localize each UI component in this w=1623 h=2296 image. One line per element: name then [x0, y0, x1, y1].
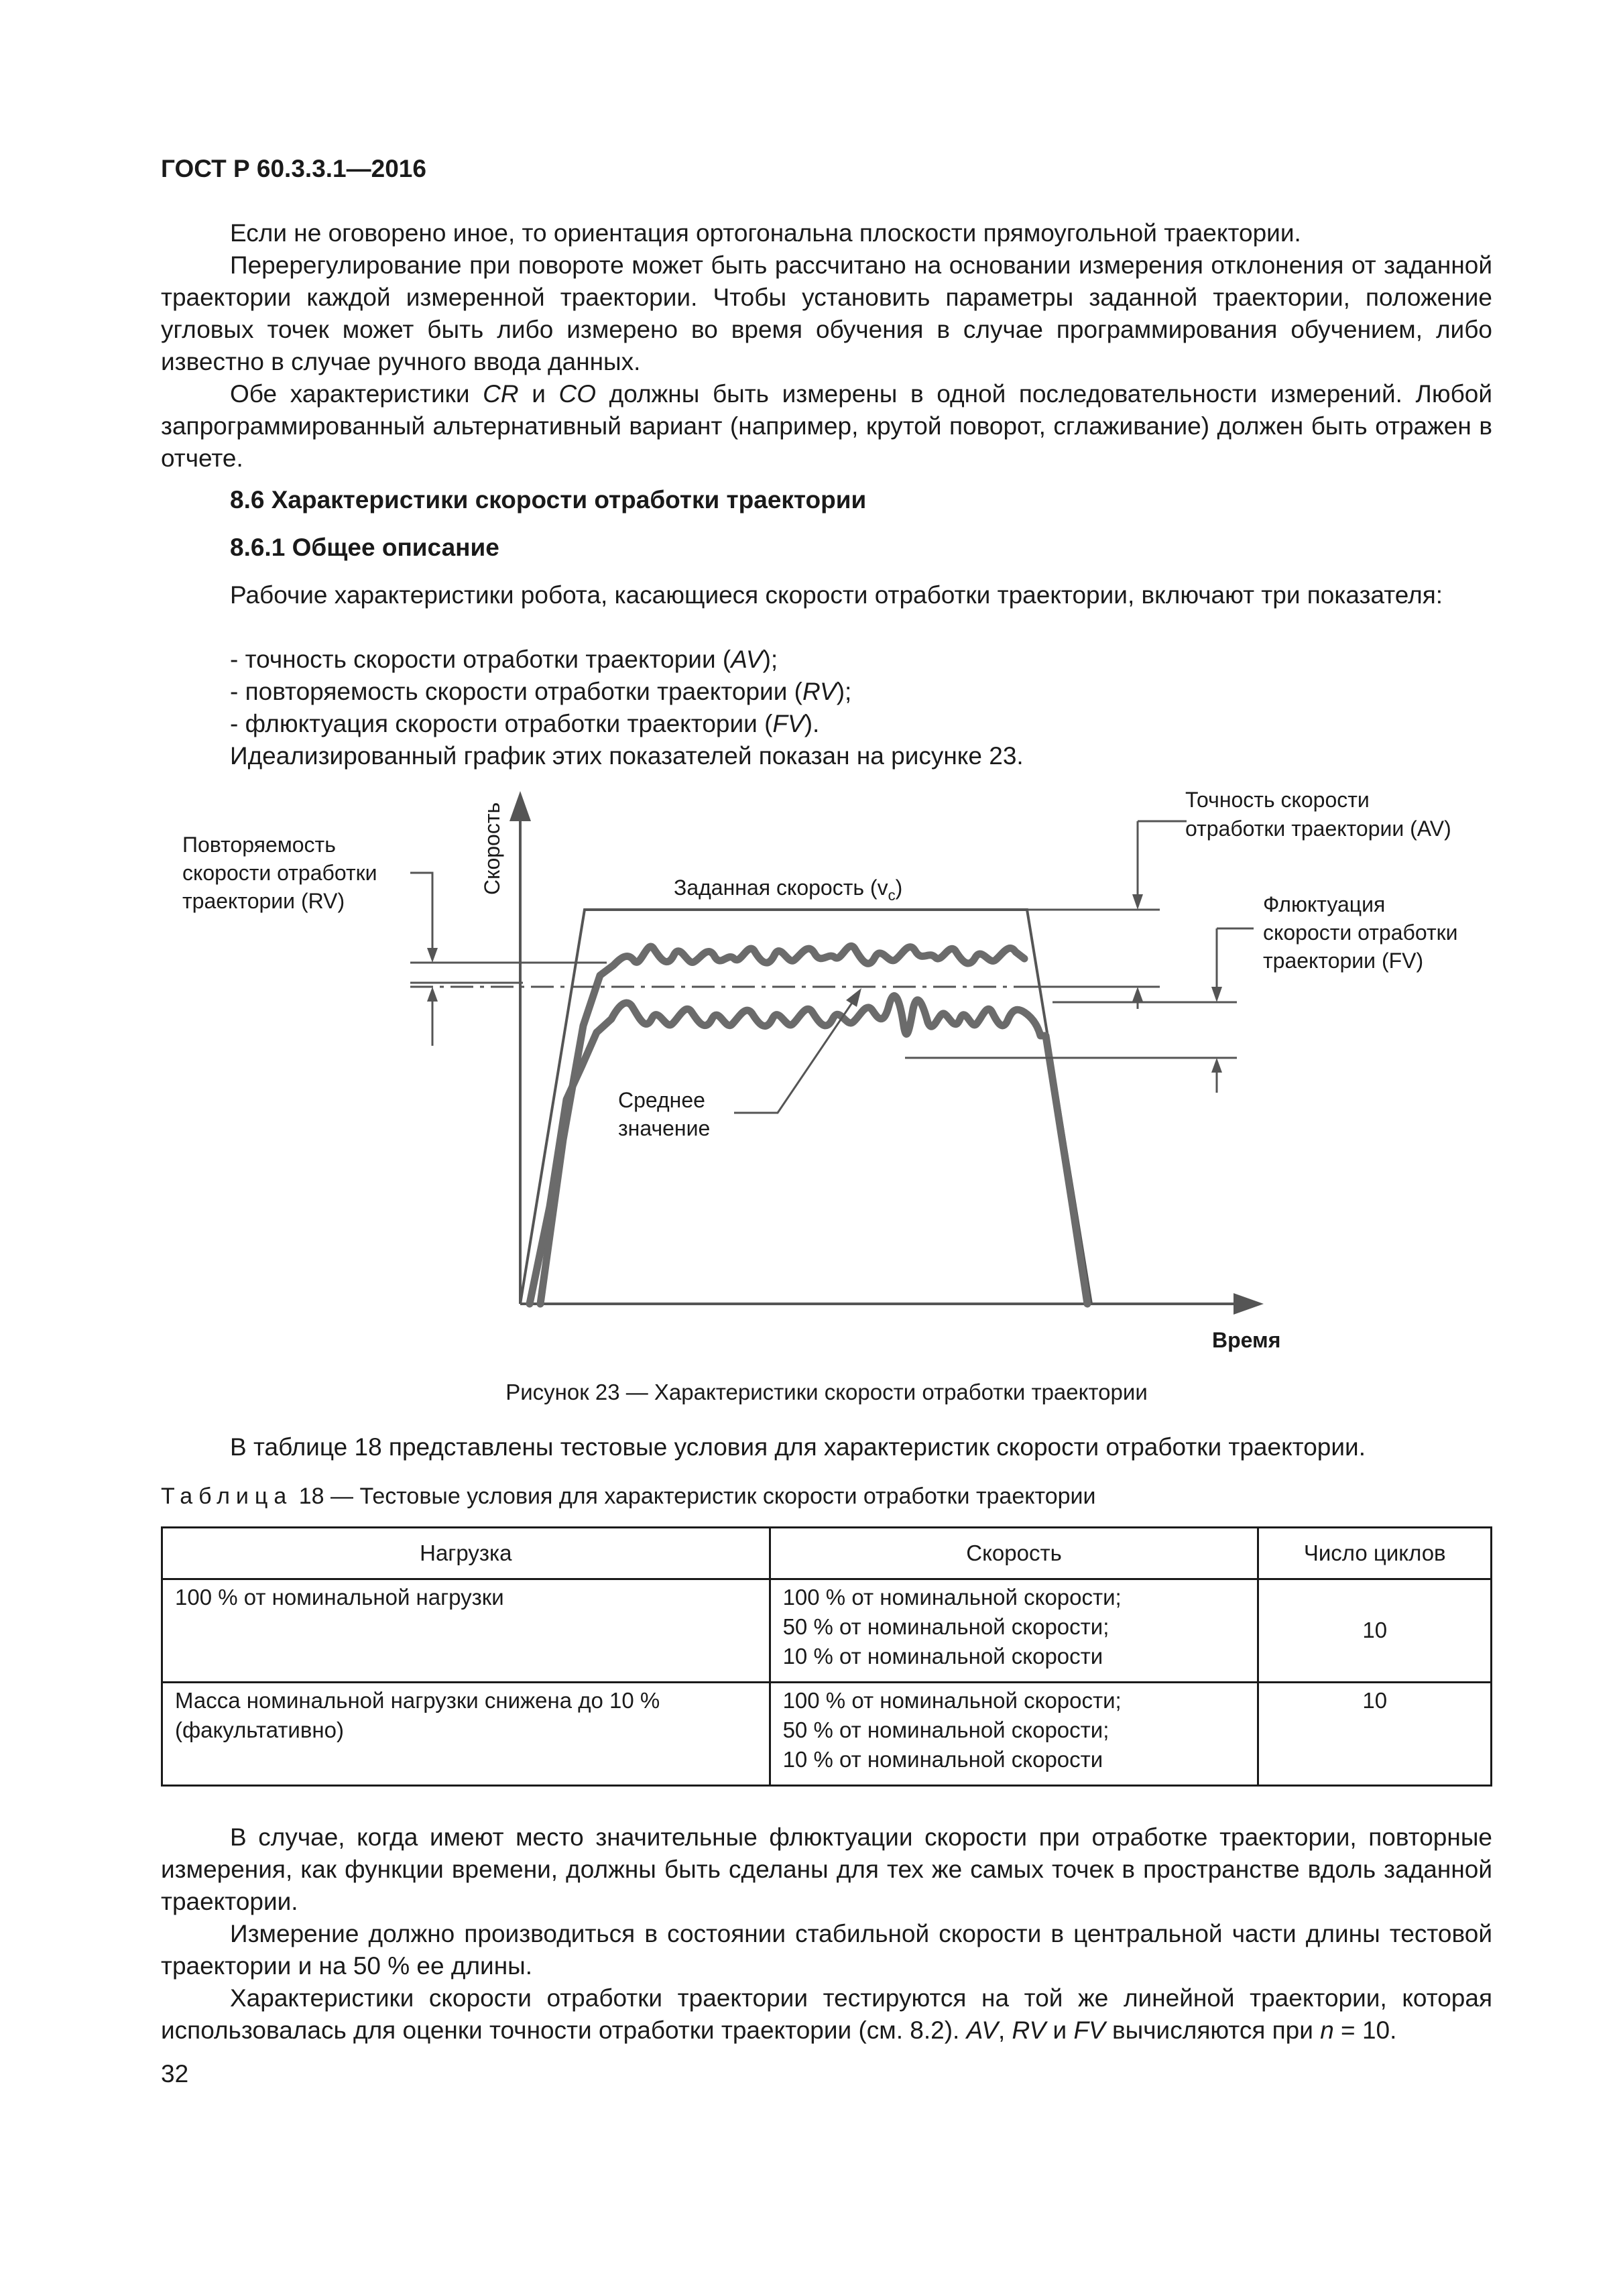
av-label — [1185, 788, 1451, 841]
mean-label-line: значение — [618, 1116, 711, 1140]
table-18 — [161, 1526, 1492, 1787]
rv-arrow-lower-icon — [427, 987, 438, 1002]
table-caption-word: Таблица — [161, 1484, 293, 1509]
cell-load: 100 % от номинальной нагрузки — [162, 1579, 770, 1683]
rv-label-line: траектории (RV) — [182, 889, 345, 913]
paragraph-overshoot: Перерегулирование при повороте может быть рассчитано на основании измерения отклонения от заданной траектории каждой измеренной траектории. Чтобы установить параметры заданной траектории, положение угловых точек может быть либо измерено во время обучения в случае программирования обучением, либо известно в случае ручного ввода данных. — [161, 251, 1492, 375]
item-abbr: AV — [731, 646, 763, 673]
rv-label-line: Повторяемость — [182, 833, 336, 857]
abbr-rv: RV — [1012, 2016, 1046, 2044]
table-header-row — [162, 1528, 1492, 1579]
av-arrow-upper-icon — [1132, 894, 1143, 910]
item-abbr: FV — [772, 710, 804, 737]
text-run: и — [518, 380, 559, 408]
paragraph-test-path — [161, 1982, 1492, 2047]
text-run: вычисляются при — [1105, 2016, 1321, 2044]
fv-label-line: Флюктуация — [1263, 892, 1386, 916]
cell-cycles: 10 — [1258, 1579, 1492, 1683]
abbr-cr: CR — [483, 380, 519, 408]
item-text: - повторяемость скорости отработки траектории ( — [230, 678, 802, 705]
commanded-speed-end: ) — [895, 875, 903, 900]
fv-arrow-lower-icon — [1211, 1058, 1222, 1073]
cell-speed — [770, 1683, 1258, 1786]
mean-label-line: Среднее — [618, 1088, 705, 1112]
commanded-speed-text: Заданная скорость (v — [674, 875, 888, 900]
item-end: ); — [836, 678, 852, 705]
rv-arrow-upper-icon — [427, 948, 438, 963]
fv-label — [1263, 892, 1463, 973]
rv-leader — [410, 873, 432, 898]
actual-speed-curve-upper — [540, 946, 1024, 1304]
text-run: должны быть измерены в одной последовательности измерений. Любой запрограммированный альтернативный вариант (например, крутой поворот, сглаживание) должен быть отражен в отчете. — [161, 380, 1493, 472]
paragraph-table-intro: В таблице 18 представлены тестовые условия для характеристик скорости отработки траектории. — [230, 1433, 1366, 1461]
fv-label-line: траектории (FV) — [1263, 949, 1424, 973]
rv-label — [182, 833, 383, 913]
list-item-av — [230, 644, 1024, 676]
table-row — [162, 1579, 1492, 1683]
table-caption-text: 18 — Тестовые условия для характеристик скорости отработки траектории — [298, 1484, 1096, 1509]
paragraph-stable-speed: Измерение должно производиться в состоянии стабильной скорости в центральной части длины тестовой траектории и на 50 % ее длины. — [161, 1920, 1492, 1980]
page-number: 32 — [161, 2060, 189, 2088]
figure-reference: Идеализированный график этих показателей показан на рисунке 23. — [230, 742, 1024, 770]
section-title: 8.6 Характеристики скорости отработки траектории — [230, 486, 867, 513]
paragraph-repeat-measurements: В случае, когда имеют место значительные флюктуации скорости при отработке траектории, повторные измерения, как функции времени, должны быть сделаны для тех же самых точек в пространстве вдоль заданной траектории. — [161, 1823, 1492, 1915]
figure-23 — [0, 771, 1623, 1361]
text-run: и — [1046, 2016, 1074, 2044]
speed-line: 50 % от номинальной скорости; — [782, 1614, 1109, 1639]
table-caption — [161, 1482, 1096, 1511]
text-run: Обе характеристики — [230, 380, 483, 408]
paragraph-orientation: Если не оговорено иное, то ориентация ортогональна плоскости прямоугольной траектории. — [230, 219, 1301, 247]
column-header-speed: Скорость — [770, 1528, 1258, 1579]
item-end: ); — [762, 646, 778, 673]
cell-load: Масса номинальной нагрузки снижена до 10 % (факультативно) — [162, 1683, 770, 1786]
figure-caption: Рисунок 23 — Характеристики скорости отработки траектории — [505, 1380, 1148, 1404]
item-text: - точность скорости отработки траектории ( — [230, 646, 731, 673]
paragraph-intro: Рабочие характеристики робота, касающиеся скорости отработки траектории, включают три показателя: — [230, 581, 1443, 609]
speed-line: 10 % от номинальной скорости — [782, 1644, 1103, 1669]
speed-line: 10 % от номинальной скорости — [782, 1747, 1103, 1772]
fv-label-line: скорости отработки — [1263, 920, 1458, 945]
text-run: Характеристики скорости отработки траектории тестируются на той же линейной траектории, которая использовалась для оценки точности отработки траектории (см. 8.2). — [161, 1984, 1492, 2044]
item-text: - флюктуация скорости отработки траектории ( — [230, 710, 773, 737]
y-axis-label: Скорость — [480, 802, 504, 895]
av-arrow-lower-icon — [1132, 987, 1143, 1002]
rv-label-line: скорости отработки — [182, 861, 377, 885]
text-run: , — [998, 2016, 1012, 2044]
item-end: ). — [804, 710, 820, 737]
list-item-fv — [230, 708, 1024, 740]
mean-label — [618, 1088, 711, 1140]
speed-line: 50 % от номинальной скорости; — [782, 1717, 1109, 1742]
cell-speed — [770, 1579, 1258, 1683]
commanded-speed-label — [674, 875, 902, 904]
actual-speed-curve-lower — [530, 996, 1087, 1304]
abbr-av: AV — [966, 2016, 998, 2044]
indicator-list — [230, 644, 1024, 772]
column-header-cycles: Число циклов — [1258, 1528, 1492, 1579]
column-header-load: Нагрузка — [162, 1528, 770, 1579]
paragraph-cr-co — [161, 378, 1492, 475]
document-header: ГОСТ Р 60.3.3.1—2016 — [161, 155, 426, 182]
text-run: = 10. — [1333, 2016, 1397, 2044]
cell-cycles: 10 — [1258, 1683, 1492, 1786]
speed-line: 100 % от номинальной скорости; — [782, 1585, 1122, 1610]
x-axis-label: Время — [1212, 1328, 1281, 1352]
list-item-rv — [230, 676, 1024, 708]
commanded-speed-sub: c — [888, 887, 896, 904]
av-label-line: Точность скорости — [1185, 788, 1370, 812]
mean-leader-arrow-icon — [846, 988, 861, 1007]
speed-line: 100 % от номинальной скорости; — [782, 1688, 1122, 1713]
abbr-co: CO — [558, 380, 596, 408]
x-axis-arrow-icon — [1234, 1293, 1264, 1315]
abbr-fv: FV — [1073, 2016, 1105, 2044]
av-label-line: отработки траектории (AV) — [1185, 817, 1451, 841]
y-axis-arrow-icon — [509, 791, 531, 821]
subsection-title: 8.6.1 Общее описание — [230, 534, 499, 561]
fv-arrow-upper-icon — [1211, 987, 1222, 1002]
variable-n: n — [1320, 2016, 1334, 2044]
item-abbr: RV — [802, 678, 837, 705]
table-row — [162, 1683, 1492, 1786]
